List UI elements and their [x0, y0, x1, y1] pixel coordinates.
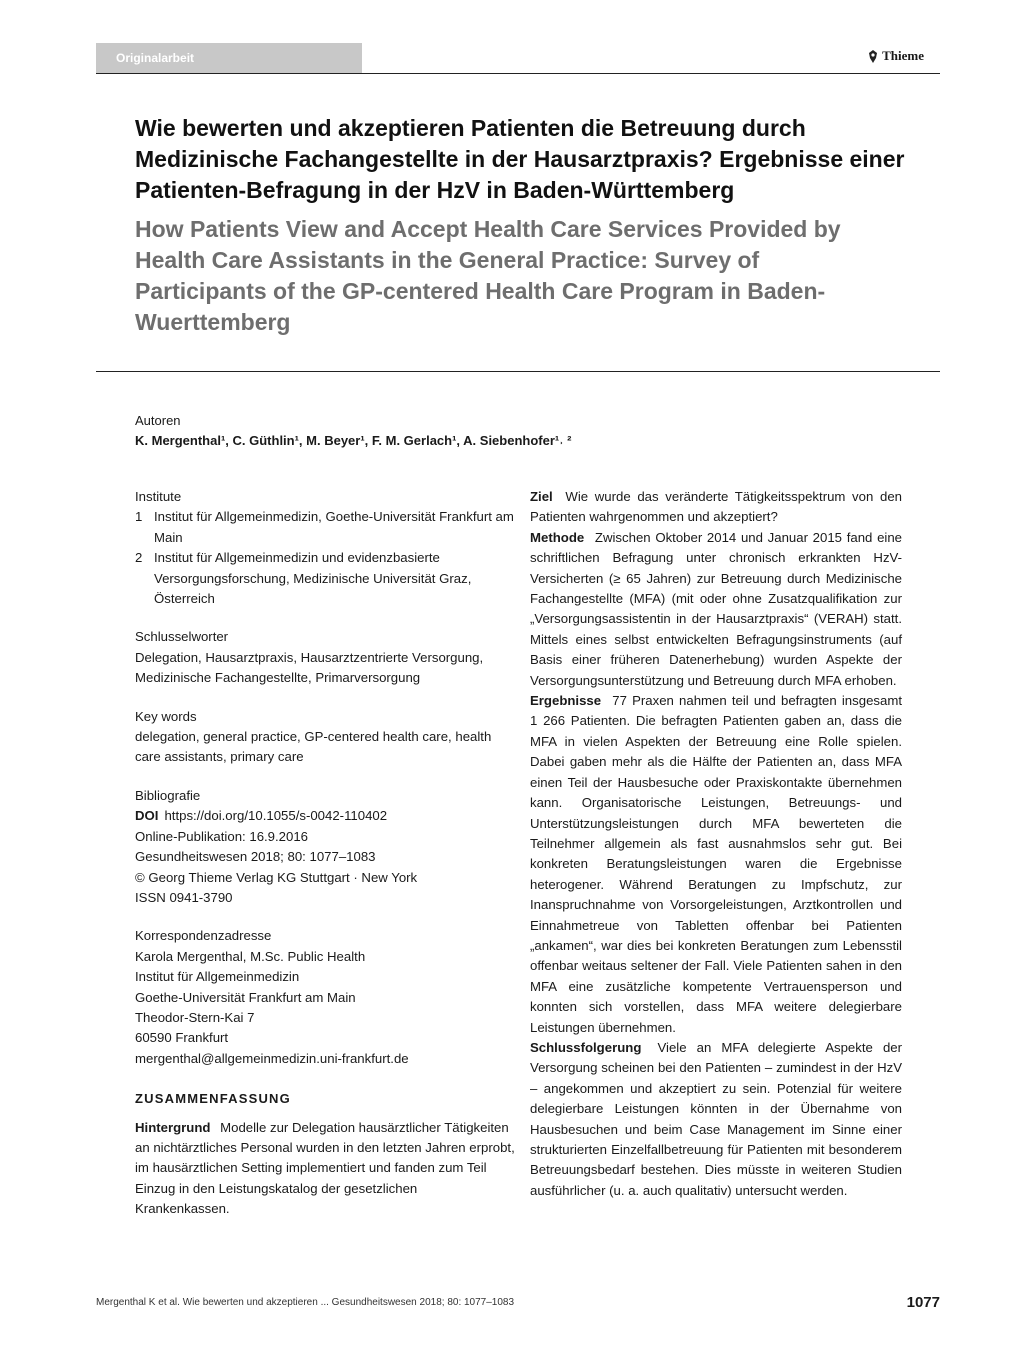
correspondence-line: 60590 Frankfurt: [135, 1030, 229, 1046]
keywords-text: delegation, general practice, GP-centered health care, health care assistants, primary care: [135, 729, 492, 765]
institute-number: 2: [135, 550, 143, 566]
article-title-english: How Patients View and Accept Health Care Services Provided by Health Care Assistants in the General Practice: Survey of Participants of the GP-centered Health Care Program in Baden-Wuerttemberg: [135, 216, 841, 335]
correspondence-label: Korrespondenzadresse: [135, 928, 272, 944]
correspondence-line: Theodor-Stern-Kai 7: [135, 1009, 255, 1025]
thieme-emblem-icon: [868, 50, 878, 63]
author-list: K. Mergenthal¹, C. Güthlin¹, M. Beyer¹, F. M. Gerlach¹, A. Siebenhofer¹˒ ²: [135, 433, 572, 448]
correspondence-line: Karola Mergenthal, M.Sc. Public Health: [135, 948, 366, 964]
bibliografie-label: Bibliografie: [135, 787, 201, 803]
institute-item: [135, 507, 515, 548]
background-label: Hintergrund: [135, 1119, 211, 1135]
online-publication: Online-Publikation: 16.9.2016: [135, 828, 309, 844]
publisher-logo: [868, 48, 924, 64]
institute-text: Institut für Allgemeinmedizin, Goethe-Universität Frankfurt am Main: [154, 509, 514, 545]
abstract-aim: [530, 487, 902, 528]
bibliografie-section: [135, 786, 515, 908]
abstract-conclusion: [530, 1038, 902, 1201]
abstract-column: [530, 487, 902, 1201]
correspondence-line: Goethe-Universität Frankfurt am Main: [135, 989, 356, 1005]
journal-citation: Gesundheitswesen 2018; 80: 1077–1083: [135, 849, 376, 865]
summary-heading: ZUSAMMENFASSUNG: [135, 1091, 291, 1107]
correspondence-email[interactable]: mergenthal@allgemeinmedizin.uni-frankfurt.de: [135, 1050, 409, 1066]
background-text: Modelle zur Delegation hausärztlicher Tätigkeiten an nichtärztliches Personal wurden in den letzten Jahren erprobt, im hausärztlichen Setting implementiert und fanden zum Teil Einzug in den Leistungskatalog der gesetzlichen Krankenkassen.: [135, 1119, 515, 1217]
abstract-results: [530, 691, 902, 1038]
keywords-label: Key words: [135, 708, 197, 724]
schlusselworter-label: Schlusselworter: [135, 629, 229, 645]
methods-text: Zwischen Oktober 2014 und Januar 2015 fand eine schriftlichen Befragung unter chronisch erkrankten HzV-Versicherten (≥ 65 Jahren) zur Betreuung durch Medizinische Fachangestellte (MFA) (mit oder ohne Zusatzqualifikation zur „Versorgungsassistentin in der Hausarztpraxis“ (VERAH) statt. Mittels eines selbst entwickelten Befragungsinstruments (auf Basis einer früheren Datenerhebung) wurden Aspekte der Versorgungsunterstützung und Betreuung durch MFA erhoben.: [530, 529, 902, 688]
institute-text: Institut für Allgemeinmedizin und evidenzbasierte Versorgungsforschung, Medizinische Universität Graz, Österreich: [154, 550, 472, 607]
institutes-section: [135, 487, 515, 609]
institutes-label: Institute: [135, 489, 182, 504]
footer-citation: Mergenthal K et al. Wie bewerten und akzeptieren ... Gesundheitswesen 2018; 80: 1077–1083: [96, 1297, 515, 1308]
results-label: Ergebnisse: [530, 693, 602, 709]
abstract-background: [135, 1118, 515, 1220]
conclusion-label: Schlussfolgerung: [530, 1039, 642, 1055]
publisher-name: Thieme: [882, 48, 924, 63]
results-text: 77 Praxen nahmen teil und befragten insgesamt 1 266 Patienten. Die befragten Patienten gaben an, dass die MFA in vielen Aspekten der Betreuung eine Rolle spielen. Dabei gaben mehr als die Hälfte der Patienten an, dass MFA einen Teil der Hausbesuche oder Praxiskontakte übernehmen kann. Organisatorische Leistungen, Betreuungs- und Unterstützungsleistungen durch MFA bewerteten die Teilnehmer allgemein als fast ausnahmslos sehr gut. Bei konkreten Beratungsleistungen waren die Ergebnisse heterogener. Während Beratungen zu Impfschutz, zur Inanspruchnahme von Vorsorgeleistungen, Arztkontrollen und Einnahmetreue von Tabletten offenbar bei Patienten „ankamen“, war dies bei konkreten Beratungen zum Lebensstil offenbar weitaus seltener der Fall. Viele Patienten sahen in den MFA eine zusätzliche kompetente Vertrauensperson und konnten sich vorstellen, dass MFA weitere delegierbare Leistungen übernehmen.: [530, 693, 902, 1035]
title-divider: [96, 371, 940, 372]
issn-line: ISSN 0941-3790: [135, 889, 233, 905]
institute-number: 1: [135, 509, 143, 525]
article-title-german: Wie bewerten und akzeptieren Patienten die Betreuung durch Medizinische Fachangestellte in der Hausarztpraxis? Ergebnisse einer Patienten-Befragung in der HzV in Baden-Württemberg: [135, 115, 905, 203]
schlusselworter-section: [135, 627, 515, 688]
institute-item: [135, 548, 515, 609]
schlusselworter-text: Delegation, Hausarztpraxis, Hausarztzentrierte Versorgung, Medizinische Fachangestellte, Primarversorgung: [135, 649, 484, 686]
doi-link[interactable]: https://doi.org/10.1055/s-0042-110402: [164, 808, 388, 824]
correspondence-section: [135, 926, 515, 1069]
authors-label: Autoren: [135, 413, 181, 428]
methods-label: Methode: [530, 529, 585, 545]
aim-text: Wie wurde das veränderte Tätigkeitsspektrum von den Patienten wahrgenommen und akzeptiert?: [530, 489, 902, 525]
header-divider: [96, 73, 940, 74]
correspondence-line: Institut für Allgemeinmedizin: [135, 969, 300, 985]
aim-label: Ziel: [530, 489, 553, 504]
doi-label: DOI: [135, 808, 159, 824]
conclusion-text: Viele an MFA delegierte Aspekte der Versorgung scheinen bei den Patienten – zumindest in der HzV – angekommen und akzeptiert zu sein. Potenzial für weitere delegierbare Leistungen könnten in der Übernahme von Hausbesuchen und beim Case Management im Sinne einer strukturierten Einzelfallbetreuung für Patienten mit besonderem Betreuungsbedarf bestehen. Dies müsste in weiteren Studien ausführlicher (u. a. auch qualitativ) untersucht werden.: [530, 1039, 903, 1198]
keywords-section: [135, 707, 515, 768]
copyright-line: © Georg Thieme Verlag KG Stuttgart · New York: [135, 869, 418, 885]
section-tag: Originalarbeit: [96, 43, 362, 73]
page-number: 1077: [906, 1294, 940, 1311]
abstract-methods: [530, 528, 902, 691]
metadata-column: [135, 487, 515, 1220]
doi-row: [135, 806, 515, 826]
